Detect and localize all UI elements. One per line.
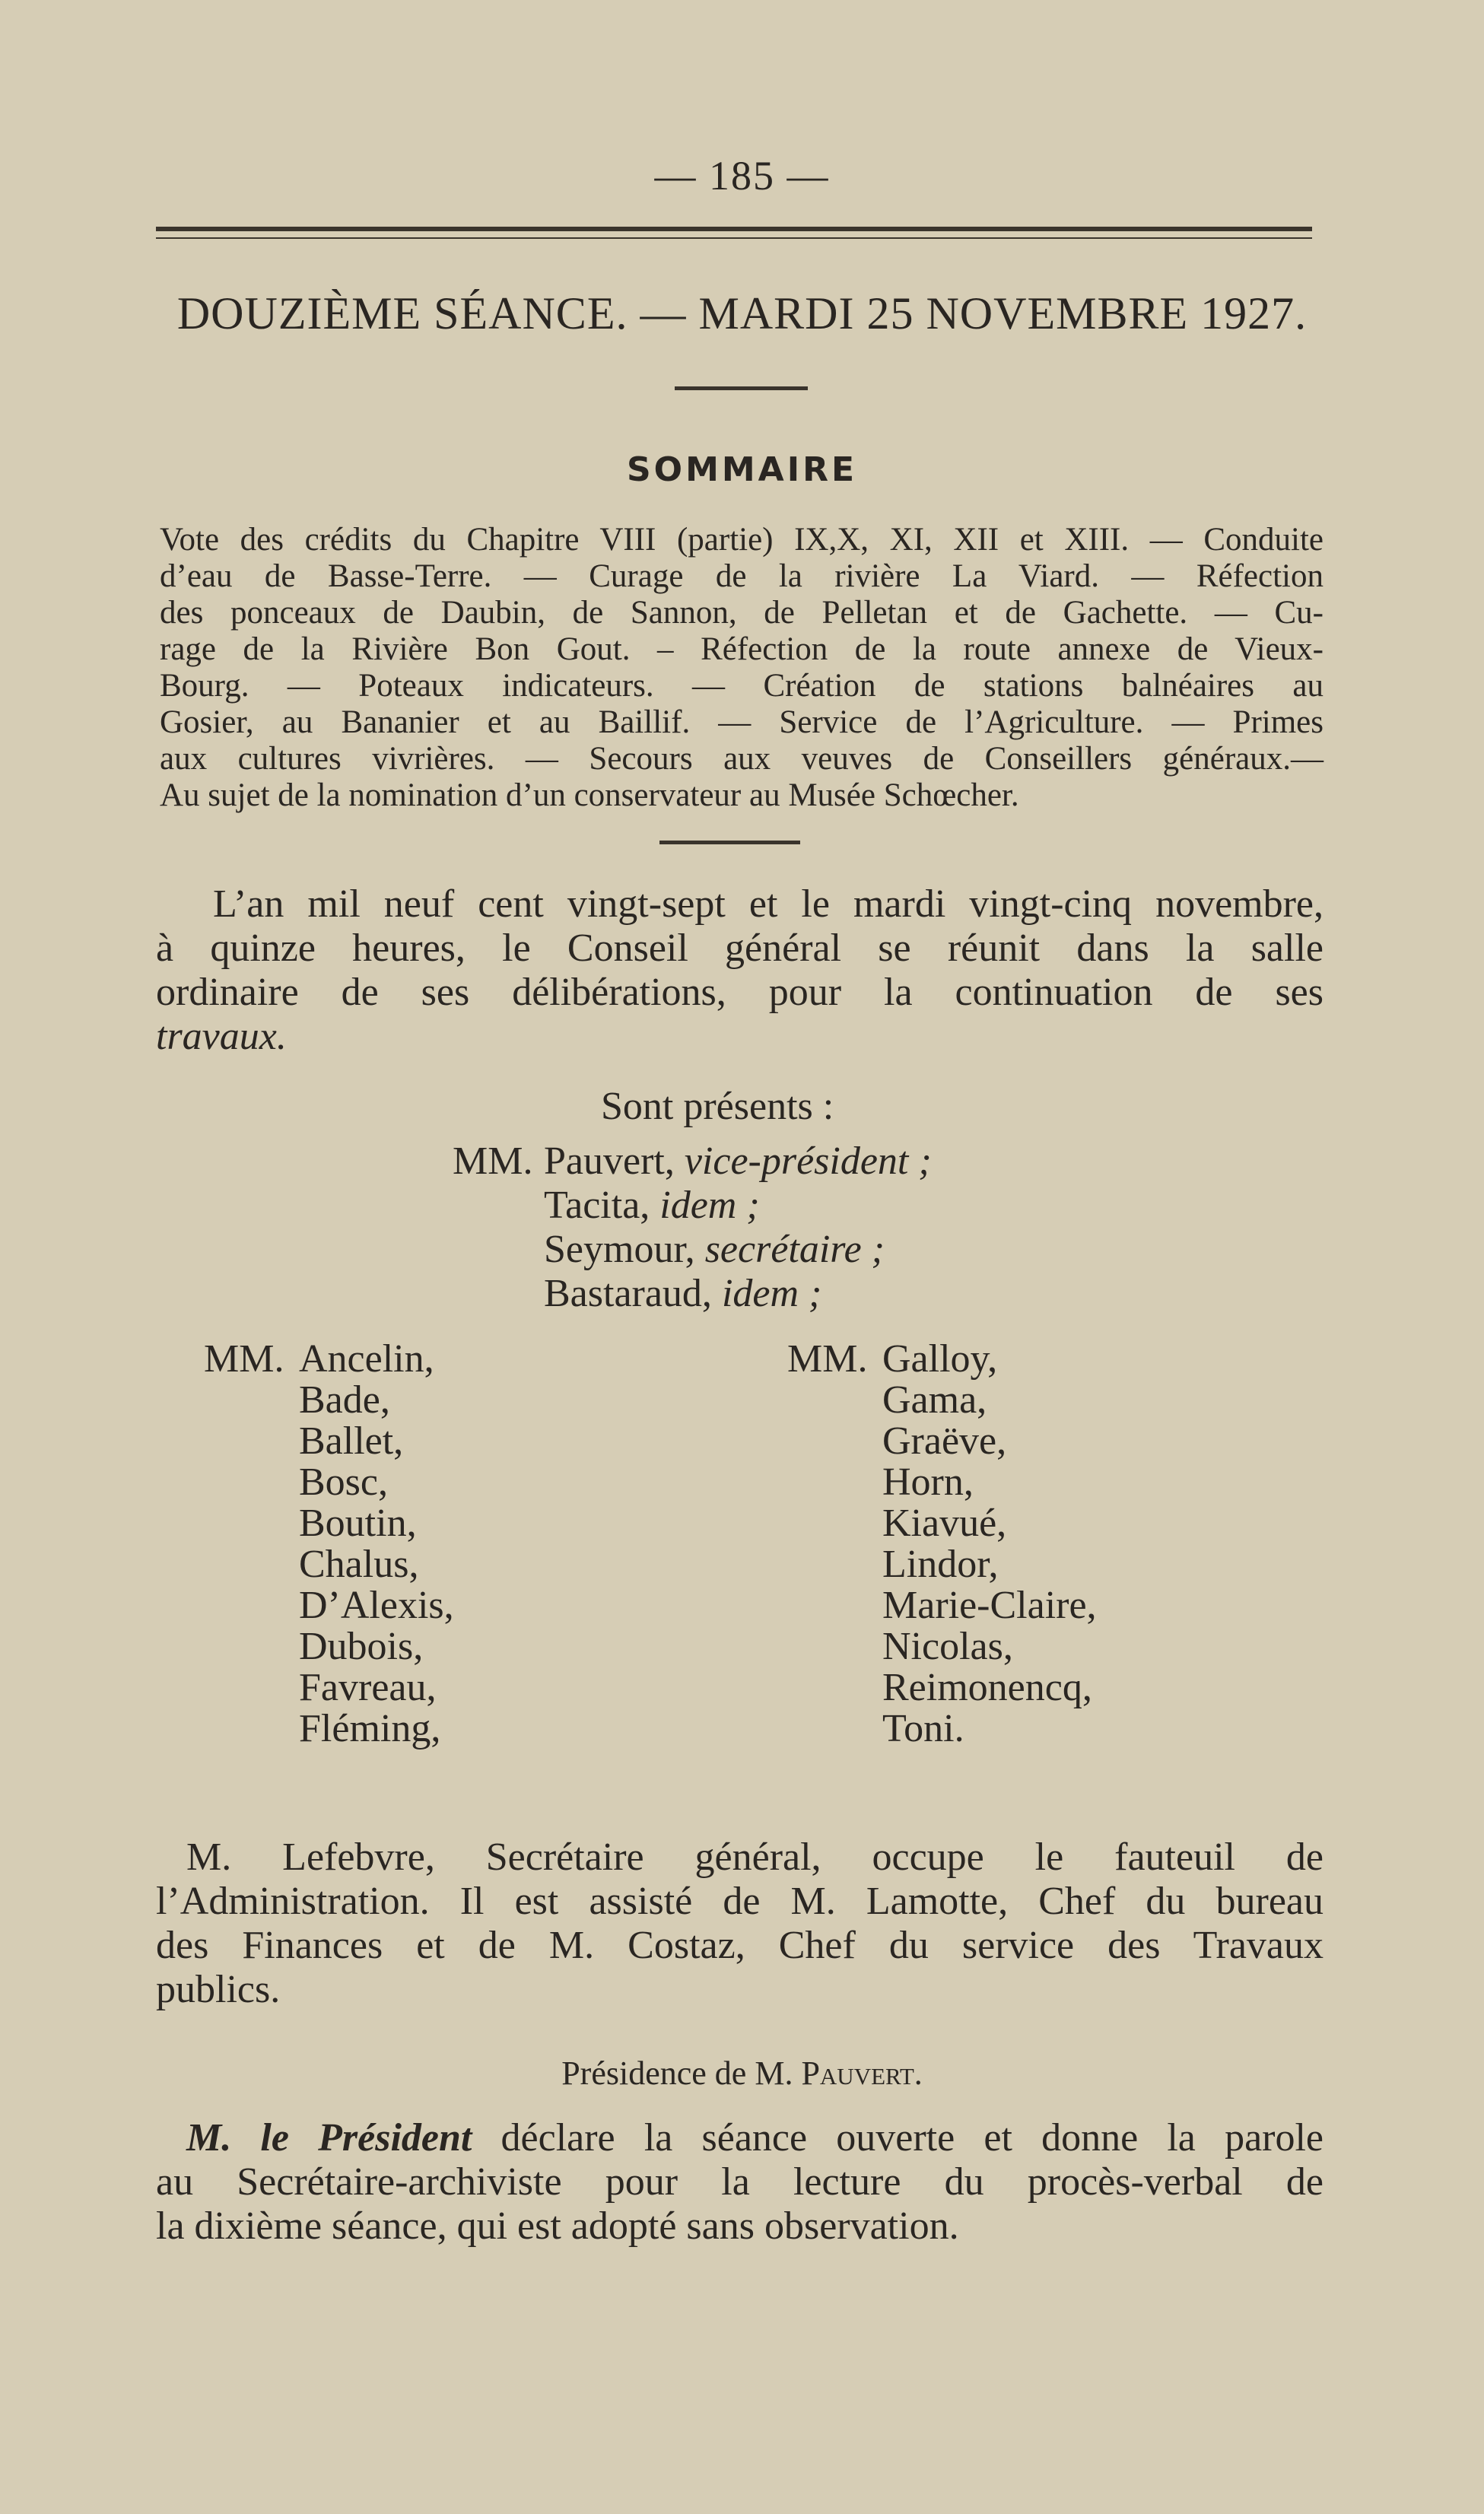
page-number: — 185 — — [654, 153, 830, 199]
member-row — [204, 1503, 454, 1544]
member-row — [787, 1503, 1097, 1544]
opening-line: travaux. — [156, 1015, 287, 1058]
officer-row — [453, 1184, 932, 1228]
officer-name: Seymour, — [544, 1228, 695, 1271]
member-name: Nicolas, — [882, 1625, 1013, 1668]
member-name: Toni. — [882, 1707, 964, 1750]
administration-line: publics. — [156, 1968, 281, 2011]
mm-label: MM. — [204, 1337, 284, 1381]
officer-name: Bastaraud, — [544, 1272, 712, 1315]
administration-line: l’Administration. Il est assisté de M. Lamotte, Chef du bureau — [156, 1880, 1324, 1923]
sommaire-line: d’eau de Basse-Terre. — Curage de la rivière La Viard. — Réfection — [160, 558, 1324, 594]
member-row — [204, 1585, 454, 1626]
sommaire-line: des ponceaux de Daubin, de Sannon, de Pelletan et de Gachette. — Cu- — [160, 595, 1324, 631]
member-row — [787, 1544, 1097, 1585]
session-title: DOUZIÈME SÉANCE. — MARDI 25 NOVEMBRE 1927. — [176, 288, 1308, 338]
sommaire-line: aux cultures vivrières. — Secours aux veuves de Conseillers généraux.— — [160, 741, 1324, 777]
member-name: Gama, — [882, 1378, 987, 1422]
member-name: Reimonencq, — [882, 1666, 1092, 1709]
administration-line: des Finances et de M. Costaz, Chef du service des Travaux — [156, 1924, 1324, 1967]
speaker-label: M. le Président — [186, 2116, 472, 2160]
member-name: D’Alexis, — [299, 1584, 454, 1627]
member-row — [787, 1667, 1097, 1708]
officers-list — [453, 1139, 932, 1316]
member-name: Graëve, — [882, 1419, 1007, 1463]
member-row — [787, 1708, 1097, 1750]
mm-label: MM. — [787, 1337, 868, 1381]
closing-paragraph — [156, 2116, 1324, 2249]
sommaire-line: Au sujet de la nomination d’un conservateur au Musée Schœcher. — [160, 777, 1019, 813]
member-row — [204, 1626, 454, 1667]
officer-role: idem ; — [721, 1272, 822, 1315]
mm-label: MM. — [453, 1139, 533, 1183]
member-name: Ballet, — [299, 1419, 404, 1463]
officer-row — [453, 1272, 932, 1316]
member-name: Boutin, — [299, 1502, 417, 1545]
title-divider — [675, 386, 808, 390]
member-row — [204, 1339, 454, 1380]
member-name: Fléming, — [299, 1707, 441, 1750]
sommaire-divider — [659, 841, 800, 844]
member-name: Lindor, — [882, 1543, 999, 1586]
presidence-name: Pauvert. — [801, 2055, 923, 2092]
opening-line: à quinze heures, le Conseil général se réunit dans la salle — [156, 926, 1324, 970]
member-row — [204, 1421, 454, 1462]
administration-line: M. Lefebvre, Secrétaire général, occupe le fauteuil de — [186, 1835, 1324, 1879]
members-right-column — [787, 1339, 1097, 1750]
member-row — [787, 1462, 1097, 1503]
member-row — [787, 1626, 1097, 1667]
officer-row — [453, 1228, 932, 1272]
member-row — [204, 1708, 454, 1750]
presidence-prefix: Présidence de M. — [561, 2055, 802, 2092]
presents-label: Sont présents : — [601, 1085, 834, 1128]
member-name: Galloy, — [882, 1337, 998, 1381]
closing-text: déclare la séance ouverte et donne la parole — [472, 2116, 1324, 2160]
member-name: Bade, — [299, 1378, 390, 1422]
member-name: Bosc, — [299, 1460, 388, 1504]
sommaire-text — [160, 522, 1324, 814]
member-row — [787, 1421, 1097, 1462]
sommaire-line: Bourg. — Poteaux indicateurs. — Création de stations balnéaires au — [160, 668, 1324, 704]
officer-role: idem ; — [659, 1184, 760, 1227]
members-left-column — [204, 1339, 454, 1750]
sommaire-line: Vote des crédits du Chapitre VIII (partie) IX,X, XI, XII et XIII. — Conduite — [160, 522, 1324, 558]
opening-line: ordinaire de ses délibérations, pour la continuation de ses — [156, 971, 1324, 1014]
member-name: Marie-Claire, — [882, 1584, 1097, 1627]
officer-row — [453, 1139, 932, 1184]
member-row — [204, 1667, 454, 1708]
opening-paragraph — [156, 882, 1324, 1059]
member-name: Kiavué, — [882, 1502, 1007, 1545]
closing-line — [156, 2116, 1324, 2160]
closing-line: au Secrétaire-archiviste pour la lecture du procès-verbal de — [156, 2160, 1324, 2204]
sommaire-heading: SOMMAIRE — [626, 450, 858, 489]
presidence-line — [0, 2054, 1484, 2093]
sommaire-line: Gosier, au Bananier et au Baillif. — Service de l’Agriculture. — Primes — [160, 704, 1324, 740]
header-rule — [156, 227, 1312, 239]
member-name: Dubois, — [299, 1625, 424, 1668]
officer-role: secrétaire ; — [704, 1228, 885, 1271]
member-row — [204, 1380, 454, 1421]
member-row — [787, 1339, 1097, 1380]
member-name: Favreau, — [299, 1666, 437, 1709]
administration-paragraph — [156, 1835, 1324, 2012]
officer-name: Tacita, — [544, 1184, 650, 1227]
member-row — [204, 1462, 454, 1503]
member-row — [787, 1585, 1097, 1626]
officer-name: Pauvert, — [544, 1139, 675, 1183]
member-name: Horn, — [882, 1460, 974, 1504]
closing-line: la dixième séance, qui est adopté sans observation. — [156, 2204, 959, 2248]
sommaire-line: rage de la Rivière Bon Gout. – Réfection de la route annexe de Vieux- — [160, 631, 1324, 667]
opening-line: L’an mil neuf cent vingt-sept et le mardi vingt-cinq novembre, — [213, 882, 1324, 926]
member-name: Chalus, — [299, 1543, 419, 1586]
member-row — [787, 1380, 1097, 1421]
member-name: Ancelin, — [299, 1337, 434, 1381]
officer-role: vice-président ; — [684, 1139, 932, 1183]
member-row — [204, 1544, 454, 1585]
